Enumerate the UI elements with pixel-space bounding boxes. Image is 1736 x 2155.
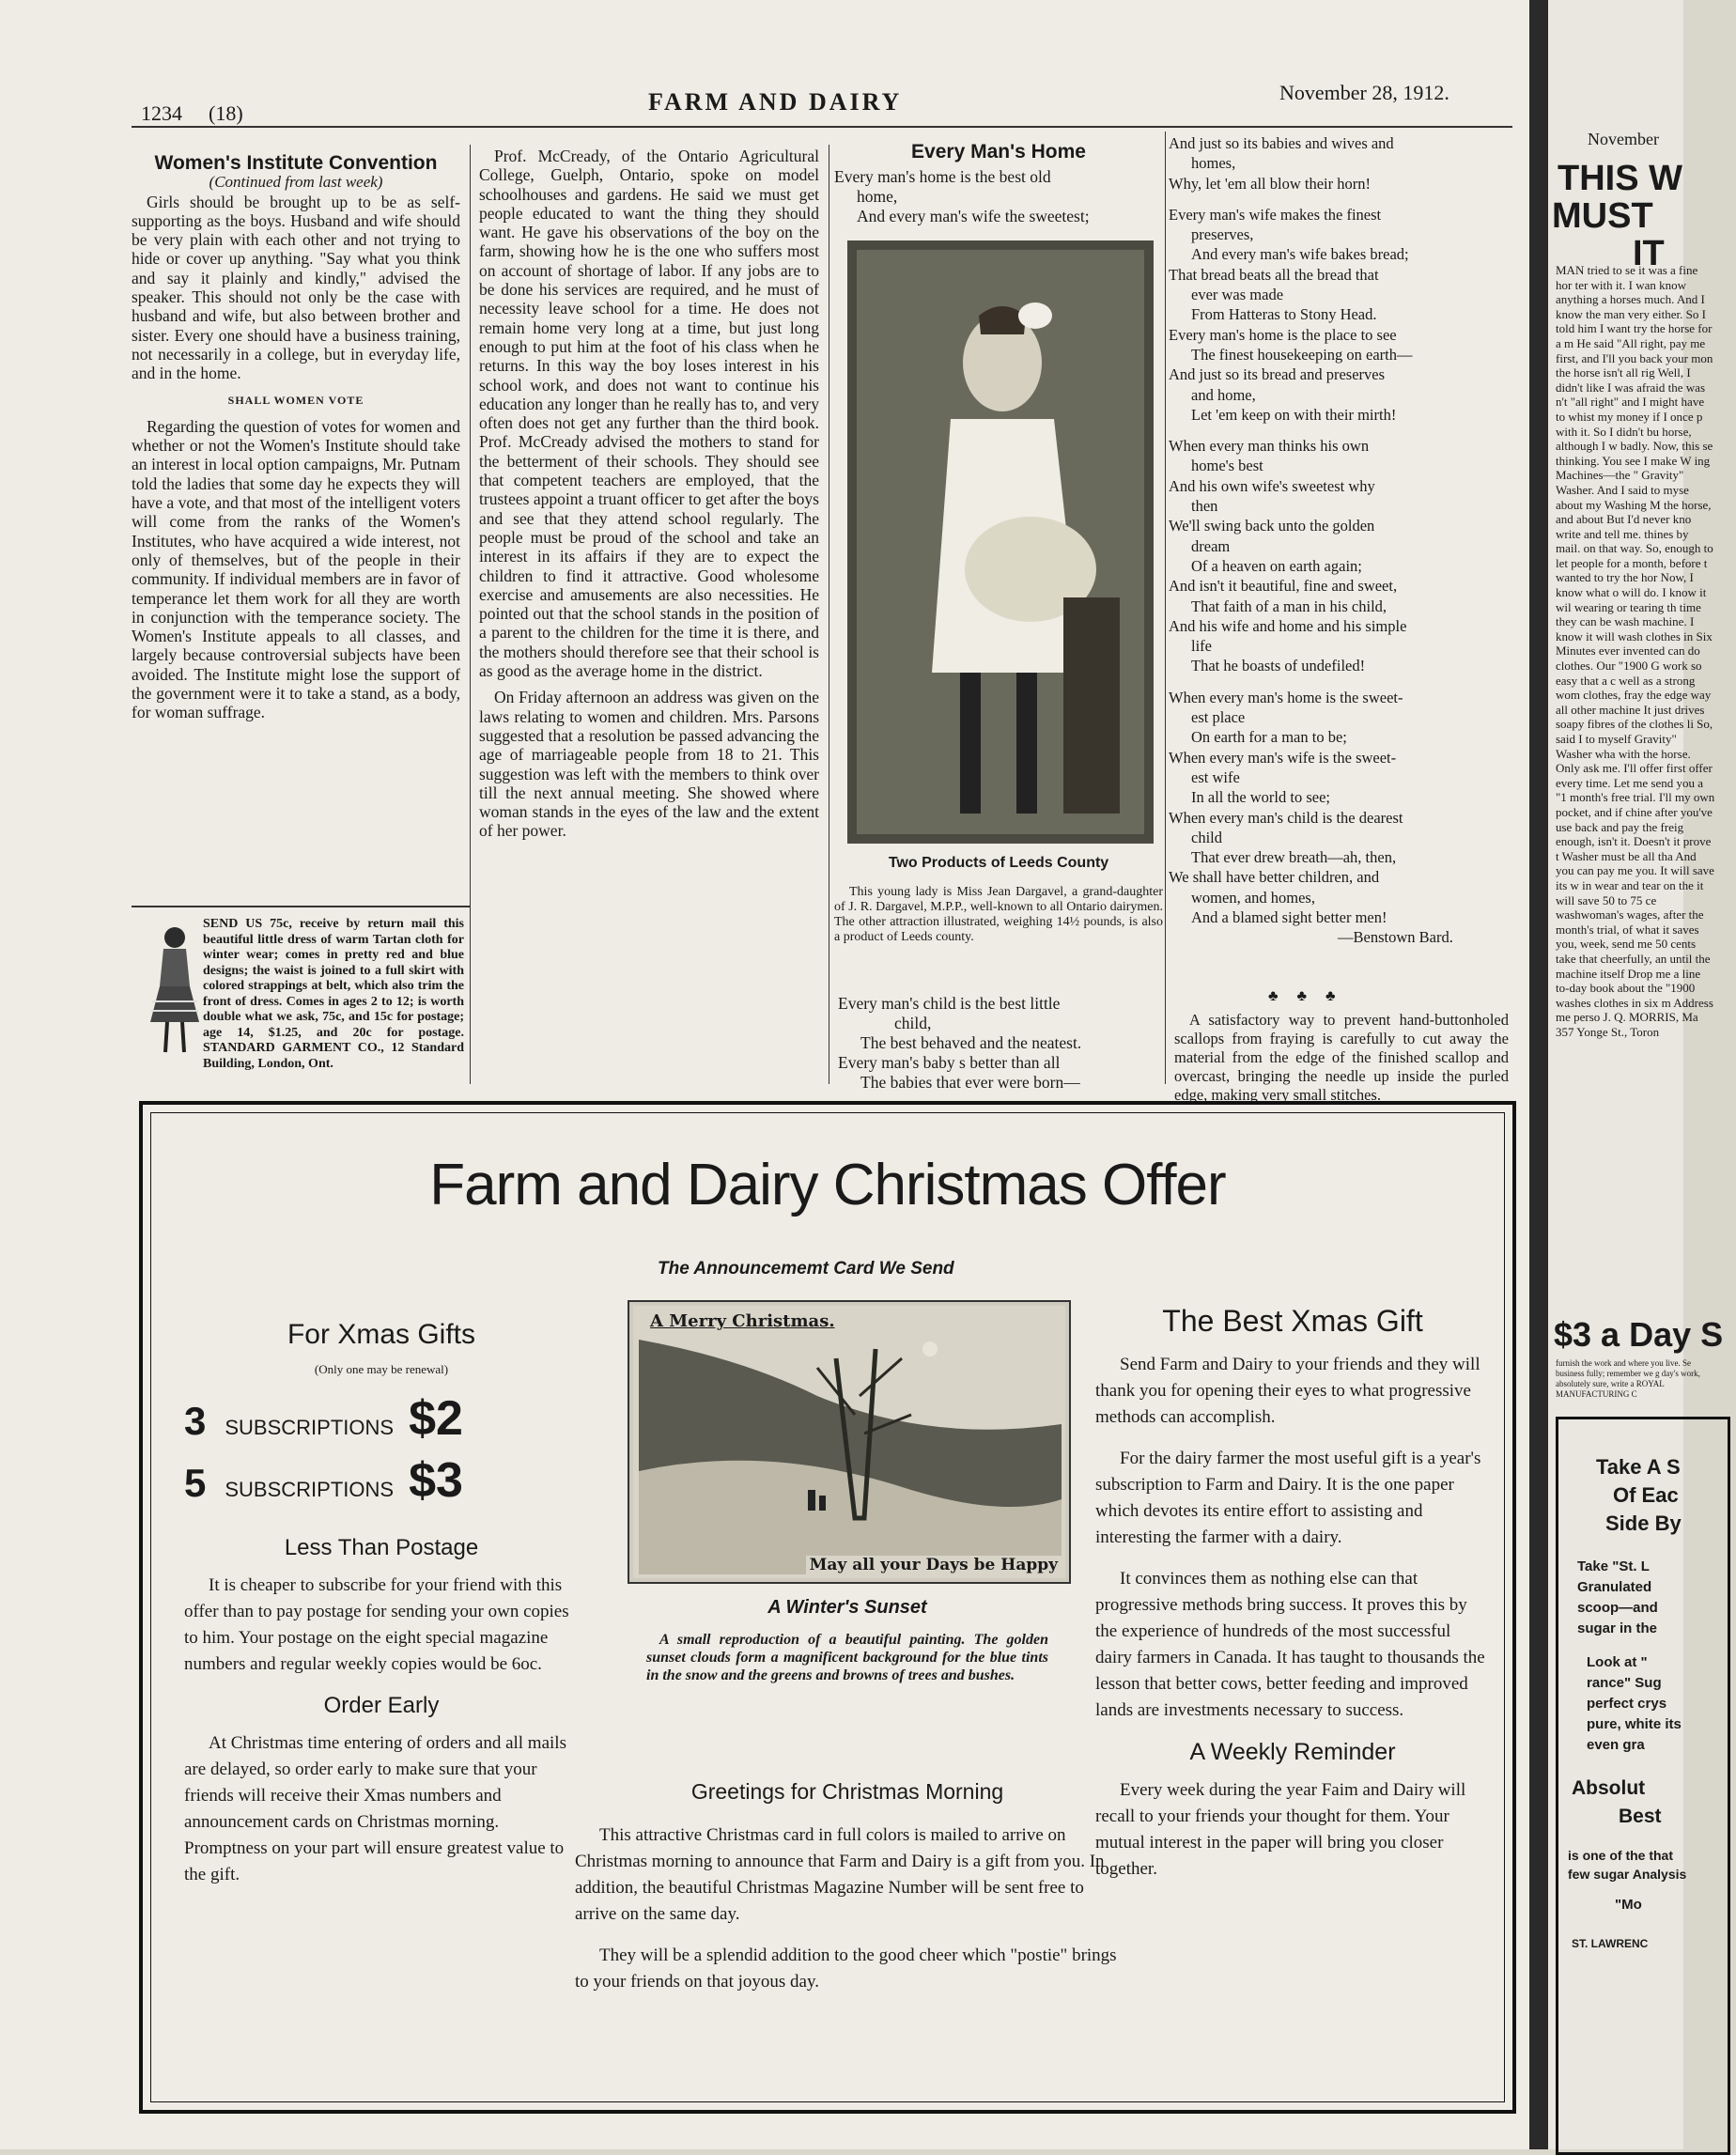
postage-heading: Less Than Postage xyxy=(284,1535,479,1560)
greetings-text: They will be a splendid addition to the good cheer which "postie" brings to your friends on that joyous day. xyxy=(575,1946,1117,1992)
poem-line: then xyxy=(1191,497,1218,516)
day-ad-title: $3 a Day S xyxy=(1554,1315,1724,1354)
sewing-tip xyxy=(1174,1011,1509,1110)
column-3 xyxy=(834,141,1163,223)
poem-line: That he boasts of undefiled! xyxy=(1191,657,1366,675)
poem-line: life xyxy=(1191,637,1212,656)
article-subhead: SHALL WOMEN VOTE xyxy=(227,393,364,407)
card-caption-text: A small reproduction of a beautiful painting. The golden sunset clouds form a magnificent background for the blue tints in the snow and the greens and browns of trees and bushes. xyxy=(646,1632,1048,1683)
dress-ad-text: SEND US 75c, receive by return mail this beautiful little dress of warm Tartan cloth for winter wear; comes in pretty red and blue designs; the waist is joined to a full skirt with colored strappings at belt, which also trim the front of dress. Comes in ages 2 to 12; is worth double what we ask, 75c, and 15c for postage; age 14, $1.25, and 20c for postage. STANDARD GARMENT CO., 12 Standard Building, London, Ont. xyxy=(203,917,464,1071)
photo-caption-title: Two Products of Leeds County xyxy=(888,855,1109,871)
poem-title: Every Man's Home xyxy=(911,141,1086,163)
ad-headline: Farm and Dairy Christmas Offer xyxy=(429,1153,1226,1217)
title-line: Of Eac xyxy=(1613,1483,1679,1507)
page-number: 1234 xyxy=(141,101,182,125)
sugar-ad-box xyxy=(1556,1417,1730,2155)
headline-line: MUST xyxy=(1552,196,1653,236)
headline-line: THIS W xyxy=(1558,159,1682,198)
poem-line: The finest housekeeping on earth— xyxy=(1191,345,1413,364)
offer-price: $3 xyxy=(409,1453,463,1508)
best-gift-paragraph: For the dairy farmer the most useful gift is a year's subscription to Farm and Dairy. It is the one paper which devotes its entire effort to assisting and interesting the farmer with a dairy. xyxy=(1095,1449,1481,1547)
sugar-ad-text: Take "St. L Granulated scoop—and sugar in the xyxy=(1577,1558,1658,1636)
offer-count: 3 xyxy=(184,1399,207,1443)
sugar-ad-text: Look at " rance" Sug perfect crys pure, white its even gra xyxy=(1587,1654,1682,1753)
postage-text: It is cheaper to subscribe for your friend with this offer than to pay postage for sending your own copies to him. Your postage on the eight special magazine numbers and regular weekly copies would be 6oc. xyxy=(184,1575,569,1674)
column-rule xyxy=(132,906,470,907)
poem-line: And isn't it beautiful, fine and sweet, xyxy=(1169,577,1398,596)
greetings-heading: Greetings for Christmas Morning xyxy=(690,1779,1004,1804)
sewing-tip-text: A satisfactory way to prevent hand-buttonholed scallops from fraying is carefully to cut away the material from the edge of the finished scallop and overcast, bringing the needle up inside the purled edge, making very small stitches. xyxy=(1174,1011,1509,1104)
poem-line: The best behaved and the neatest. xyxy=(860,1033,1082,1052)
poem-continued xyxy=(1169,133,1507,948)
poem-line: Every man's baby s better than all xyxy=(838,1053,1061,1072)
order-heading: Order Early xyxy=(323,1693,440,1718)
photo-girl-with-cauliflower xyxy=(847,240,1154,844)
best-gift-paragraph: Send Farm and Dairy to your friends and they will thank you for opening their eyes to what progressive methods can accomplish. xyxy=(1095,1355,1480,1427)
ad-right-column xyxy=(1095,1304,1490,1898)
adjacent-page xyxy=(1548,0,1724,2149)
day-ad-text: furnish the work and where you live. Se business fully; remember we g day's work, absolutely sure, write a ROYAL MANUFACTURING C xyxy=(1556,1358,1700,1399)
card-bottom-text: May all your Days be Happy xyxy=(806,1556,1062,1574)
greetings-text-block xyxy=(575,1822,1124,2010)
photo-illustration xyxy=(847,240,1154,844)
weekly-reminder-heading: A Weekly Reminder xyxy=(1189,1739,1396,1765)
sugar-ad-subhead xyxy=(1572,1775,1728,1831)
poem-line: women, and homes, xyxy=(1191,888,1315,907)
column-divider xyxy=(470,145,471,1084)
poem-line: When every man's home is the sweet- xyxy=(1169,688,1403,706)
best-gift-heading: The Best Xmas Gift xyxy=(1162,1304,1423,1338)
adjacent-headline xyxy=(1548,160,1736,272)
poem-line: And his wife and home and his simple xyxy=(1169,616,1407,635)
poem-line: And his own wife's sweetest why xyxy=(1169,476,1375,495)
stanza-break xyxy=(1169,676,1507,688)
postage-text-block xyxy=(184,1573,579,1678)
offer-count: 5 xyxy=(184,1461,207,1505)
sugar-ad-text: is one of the that few sugar Analysis xyxy=(1568,1848,1687,1882)
order-text: At Christmas time entering of orders and all mails are delayed, so order early to make sure that your friends will receive their Xmas numbers and announcement cards on Christmas morning. Promptness on your part will ensure greatest value to the gift. xyxy=(184,1733,566,1884)
weekly-reminder-text: Every week during the year Faim and Dairy will recall to your friends your thought for them. Your mutual interest in the paper will bring you closer together. xyxy=(1095,1780,1466,1879)
section-stars: ♣ ♣ ♣ xyxy=(1268,988,1343,1004)
adjacent-page-header: November xyxy=(1588,130,1659,148)
subhead-line: Absolut xyxy=(1572,1777,1646,1799)
poem-line: home's best xyxy=(1191,457,1263,475)
offer-label: SUBSCRIPTIONS xyxy=(225,1478,395,1501)
poem-line: That ever drew breath—ah, then, xyxy=(1191,848,1397,867)
poem-line: And every man's wife the sweetest; xyxy=(857,207,1090,225)
poem-line: We'll swing back unto the golden xyxy=(1169,517,1375,535)
offer-row-3 xyxy=(184,1390,579,1447)
article-paragraph: Girls should be brought up to be as self-supporting as the boys. Husband and wife should be very plain with each other and not trying to hide or cover up anything. "Say what you think and say it plainly and kindly," advised the speaker. This should not only be the case with husband and wife, but also between brother and sister. Every one should have a business training, not necessarily in a college, but in everyday life, and in the home. xyxy=(132,192,460,383)
issue-date: November 28, 1912. xyxy=(1279,81,1449,104)
poem-line: homes, xyxy=(1191,154,1236,173)
poem-line: child xyxy=(1191,828,1222,846)
page-gutter xyxy=(1529,0,1548,2149)
renewal-note: (Only one may be renewal) xyxy=(314,1362,449,1376)
poem-line: We shall have better children, and xyxy=(1169,868,1380,887)
poem-line: That faith of a man in his child, xyxy=(1191,597,1387,615)
poem-line: est wife xyxy=(1191,767,1240,786)
poem-stanza xyxy=(838,994,1167,1093)
offer-price: $2 xyxy=(409,1391,463,1446)
poem-line: est place xyxy=(1191,708,1246,727)
poem-line: The babies that ever were born— xyxy=(860,1073,1080,1092)
poem-line: And just so its babies and wives and xyxy=(1169,134,1394,152)
card-label: The Announcememt Card We Send xyxy=(658,1259,954,1279)
poem-line: When every man's wife is the sweet- xyxy=(1169,748,1397,767)
article-title: Women's Institute Convention xyxy=(154,152,438,174)
poem-line: In all the world to see; xyxy=(1191,788,1331,807)
dress-ad xyxy=(132,917,470,1071)
greetings-text: This attractive Christmas card in full colors is mailed to arrive on Christmas morning to announce that Farm and Dairy is a gift from you. In addition, the beautiful Christmas Magazine Number will be sent free to arrive on the same day. xyxy=(575,1825,1105,1924)
poem-line: And a blamed sight better men! xyxy=(1191,907,1387,926)
poem-line: From Hatteras to Stony Head. xyxy=(1191,305,1377,324)
poem-line: When every man's child is the dearest xyxy=(1169,808,1403,827)
photo-caption xyxy=(834,855,1163,945)
poem-line: Every man's home is the place to see xyxy=(1169,325,1397,344)
poem-line: child, xyxy=(894,1014,932,1032)
poem-line: and home, xyxy=(1191,385,1256,404)
poem-line: —Benstown Bard. xyxy=(1338,928,1453,947)
photo-caption-text: This young lady is Miss Jean Dargavel, a grand-daughter of J. R. Dargavel, M.P.P., well-known to all Ontario dairymen. The other attraction illustrated, weighing 14½ pounds, is also a product of Leeds county. xyxy=(834,885,1163,944)
column-1 xyxy=(132,154,460,728)
stanza-break xyxy=(1169,425,1507,436)
christmas-offer-ad xyxy=(139,1101,1516,2114)
order-text-block xyxy=(184,1730,579,1888)
poem-line: ever was made xyxy=(1191,286,1284,304)
ad-left-column xyxy=(184,1319,579,1903)
offer-label: SUBSCRIPTIONS xyxy=(225,1416,395,1439)
article-paragraph: On Friday afternoon an address was given on the laws relating to women and children. Mrs. Parsons suggested that a resolution be passed advancing the age of marriageable people from 18 to 21. This suggestion was left with the members to think over till the next annual meeting. She showed where woman stands in the eyes of the law and the extent of her power. xyxy=(479,688,819,841)
sugar-ad-text: "Mo xyxy=(1615,1897,1642,1913)
poem-line: Every man's home is the best old xyxy=(834,167,1051,186)
poem-line: Why, let 'em all blow their horn! xyxy=(1169,174,1371,193)
poem-line: Every man's child is the best little xyxy=(838,994,1061,1013)
offer-row-5 xyxy=(184,1452,579,1509)
stanza-break xyxy=(1169,194,1507,205)
column-divider xyxy=(1165,132,1166,1084)
title-line: Side By xyxy=(1605,1512,1682,1535)
poem-line: On earth for a man to be; xyxy=(1191,728,1347,747)
title-line: Take A S xyxy=(1596,1455,1681,1479)
sugar-ad-title xyxy=(1596,1453,1728,1538)
sugar-ad-footer: ST. LAWRENC xyxy=(1572,1937,1649,1950)
poem-stanza xyxy=(834,167,1163,226)
xmas-gifts-heading: For Xmas Gifts xyxy=(287,1319,476,1350)
subhead-line: Best xyxy=(1619,1806,1662,1827)
washer-ad-text: MAN tried to se it was a fine hor ter with it. I wan know anything a horses much. And I know the man very either. So I told him I want try the horse for a m He said "All right, pay me first, and I'll you back your mon the horse isn't all rig Well, I didn't like I was afraid the was n't "all right" and I might have to whist my money if I once p with it. So I didn't bu horse, although I w badly. Now, this se thinking. You see I make W ing Machines—the " Gravity" Washer. And I said to myse about my Washing M the horse, and about But I'd never kno write and tell me. thines by mail. on that way. So, enough to let people for a month, before t wanted to try the hor Now, I know what o will do. I know it wil wearing or tearing th time they can be wash machine. I know it will wash clothes in Six Minutes ever invented can do clothes. Our "1900 G work so easy that a c well as a strong wom clothes, fray the edge way all other machine It just drives soapy fibres of the clothes li So, said I to myself Gravity" Washer wha with the horse. Only ask me. I'll offer first offer every time. Let me send you a "1 month's free trial. I'll my own pocket, and if chine after you've use back and pay the freig enough, isn't it. Doesn't it prove t Washer must be all tha And you can pay me you. It will save its w in wear and tear on the it will save 50 to 75 ce washwoman's wages, after the month's trial, of what it saves you, week, send me 50 cents take that cheerfully, an until the machine itself Drop me a line to-day book about the "1900 washes clothes in six m Address me perso J. Q. MORRIS, Ma 357 Yonge St., Toron xyxy=(1556,263,1715,1039)
poem-line: And just so its bread and preserves xyxy=(1169,365,1386,384)
header-rule xyxy=(132,126,1512,128)
poem-line: home, xyxy=(857,187,898,206)
weekly-reminder-block xyxy=(1095,1777,1490,1883)
card-caption-title: A Winter's Sunset xyxy=(767,1597,927,1618)
poem-line: When every man thinks his own xyxy=(1169,437,1370,456)
headline-line: IT xyxy=(1633,234,1665,273)
best-gift-text xyxy=(1095,1352,1490,1724)
poem-line: And every man's wife bakes bread; xyxy=(1191,245,1409,264)
poem-line: dream xyxy=(1191,536,1231,555)
article-paragraph: Prof. McCready, of the Ontario Agricultural College, Guelph, Ontario, spoke on model schoolhouses and gardens. He said we must get people educated to want the thing they should want. He gave his observations of the boy on the farm, showing how he is the one who suffers most on account of shortage of labor. If any jobs are to be done his services are required, and he must of necessity leave school for a time. He does not remain home very long at a time, but just long enough to put him at the foot of his class when he returns. In this way the boy loses interest in his school work, and does not want to continue his education any longer than he really has to, and very often does not get any further than the third book. Prof. McCready advised the mothers to stand for the betterment of their schools. They should see that competent teachers are employed, that the trustees appoint a truant officer to get after the boys and see that they attend school regularly. The people must be proud of the school and take an interest in its affairs if they are to expect the children to find it attractive. Good wholesome exercise and amusements are also necessities. He pointed out that the school stands in the position of a parent to the children for the time it is there, and the mothers should therefore see that their school is as good as the average home in the district. xyxy=(479,147,819,681)
poem-line: Of a heaven on earth again; xyxy=(1191,556,1362,575)
christmas-card-image xyxy=(628,1300,1071,1584)
article-paragraph: Regarding the question of votes for women and whether or not the Women's Institute should take an interest in local option campaigns, Mr. Putnam told the ladies that some day he expects they will have a vote, and that most of the intelligent voters will come from the ranks of the Women's Institutes, who have acquired a wide interest, not only of themselves, but of the people in their community. If individual members are in favor of temperance let them work for all they are worth in conjunction with the temperance society. The Women's Institute appeals to all classes, and largely because controversial subjects have been avoided. The Institute might lose the support of the government were it to take a stand, as a body, for woman suffrage. xyxy=(132,416,460,722)
section-number: (18) xyxy=(209,101,243,125)
column-2 xyxy=(479,147,819,846)
poem-line: Let 'em keep on with their mirth! xyxy=(1191,405,1397,424)
girl-dress-illustration-icon xyxy=(137,921,212,1062)
poem-line: preserves, xyxy=(1191,225,1254,244)
poem-line: Every man's wife makes the finest xyxy=(1169,205,1382,224)
poem-line: That bread beats all the bread that xyxy=(1169,265,1379,284)
masthead: FARM AND DAIRY xyxy=(648,88,903,116)
winter-sunset-painting xyxy=(629,1302,1069,1582)
best-gift-paragraph: It convinces them as nothing else can that progressive methods bring success. It proves this by the experience of hundreds of the most successful dairy farmers in Canada. It has taught to thousands the lesson that better cows, better feeding and improved lands are investments necessary to success. xyxy=(1095,1569,1485,1720)
card-top-text: A Merry Christmas. xyxy=(650,1311,835,1331)
article-subtitle: (Continued from last week) xyxy=(209,173,383,192)
